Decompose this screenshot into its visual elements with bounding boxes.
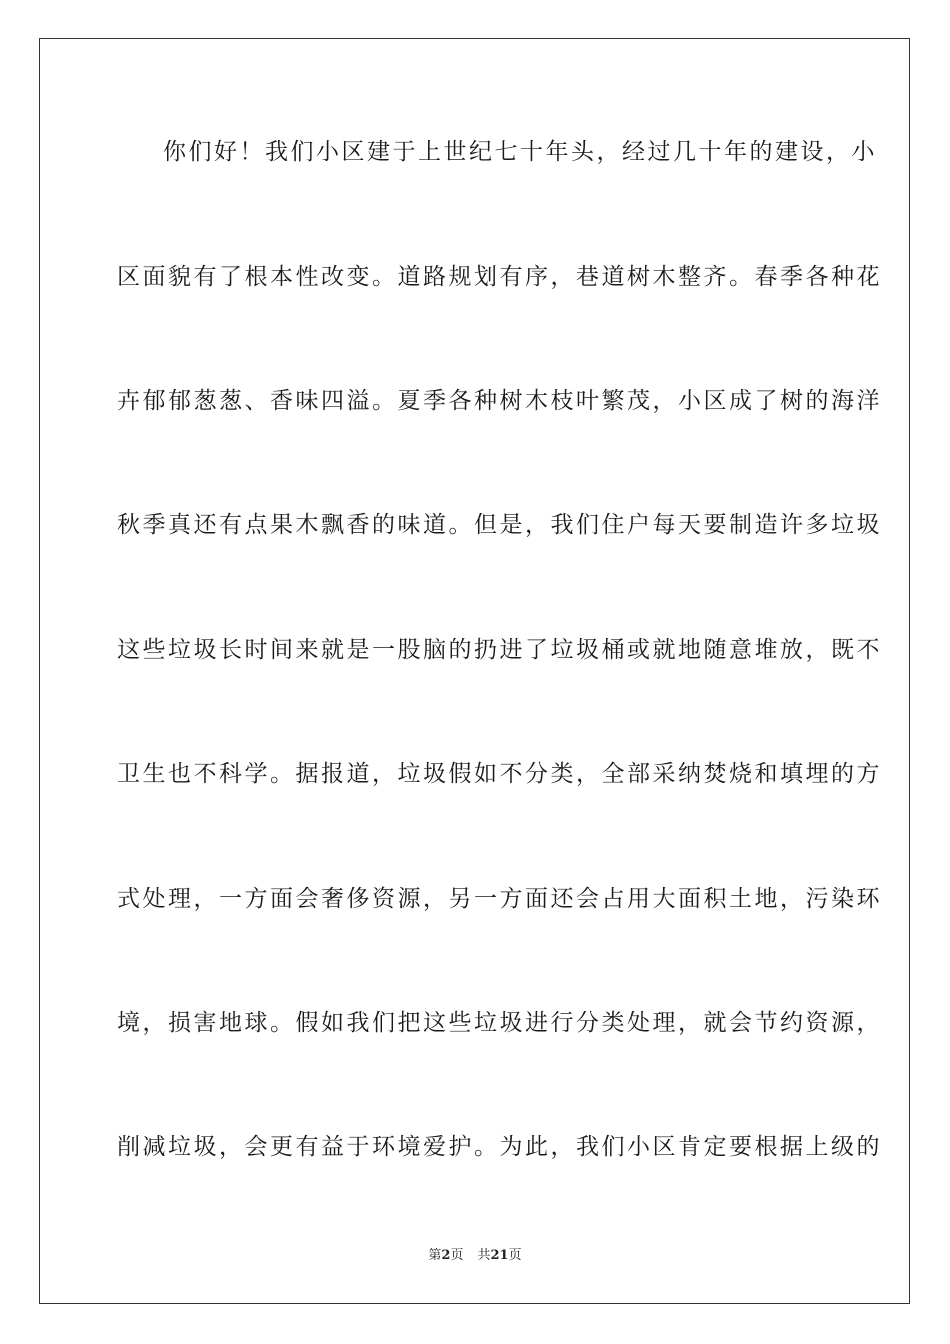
total-prefix: 共 xyxy=(477,1248,491,1263)
paragraph-line-6: 卫生也不科学。据报道，垃圾假如不分类，全部采纳焚烧和填埋的方 xyxy=(117,761,882,787)
total-pages: 21 xyxy=(490,1248,509,1263)
paragraph-line-8: 境，损害地球。假如我们把这些垃圾进行分类处理，就会节约资源， xyxy=(117,1010,882,1036)
paragraph-line-2: 区面貌有了根本性改变。道路规划有序，巷道树木整齐。春季各种花 xyxy=(117,264,882,290)
page-border xyxy=(39,38,910,1304)
page-footer xyxy=(0,1247,950,1265)
paragraph-line-3: 卉郁郁葱葱、香味四溢。夏季各种树木枝叶繁茂，小区成了树的海洋 xyxy=(117,388,882,414)
paragraph-line-9: 削减垃圾，会更有益于环境爱护。为此，我们小区肯定要根据上级的 xyxy=(117,1134,882,1160)
paragraph-line-4: 秋季真还有点果木飘香的味道。但是，我们住户每天要制造许多垃圾 xyxy=(117,512,882,538)
page-number: 2 xyxy=(441,1248,451,1263)
page-suffix: 页 xyxy=(450,1248,464,1263)
paragraph-line-1: 你们好！我们小区建于上世纪七十年头，经过几十年的建设，小 xyxy=(163,139,877,165)
page-prefix: 第 xyxy=(428,1248,442,1263)
paragraph-line-7: 式处理，一方面会奢侈资源，另一方面还会占用大面积土地，污染环 xyxy=(117,886,882,912)
paragraph-line-5: 这些垃圾长时间来就是一股脑的扔进了垃圾桶或就地随意堆放，既不 xyxy=(117,637,882,663)
total-suffix: 页 xyxy=(508,1248,522,1263)
